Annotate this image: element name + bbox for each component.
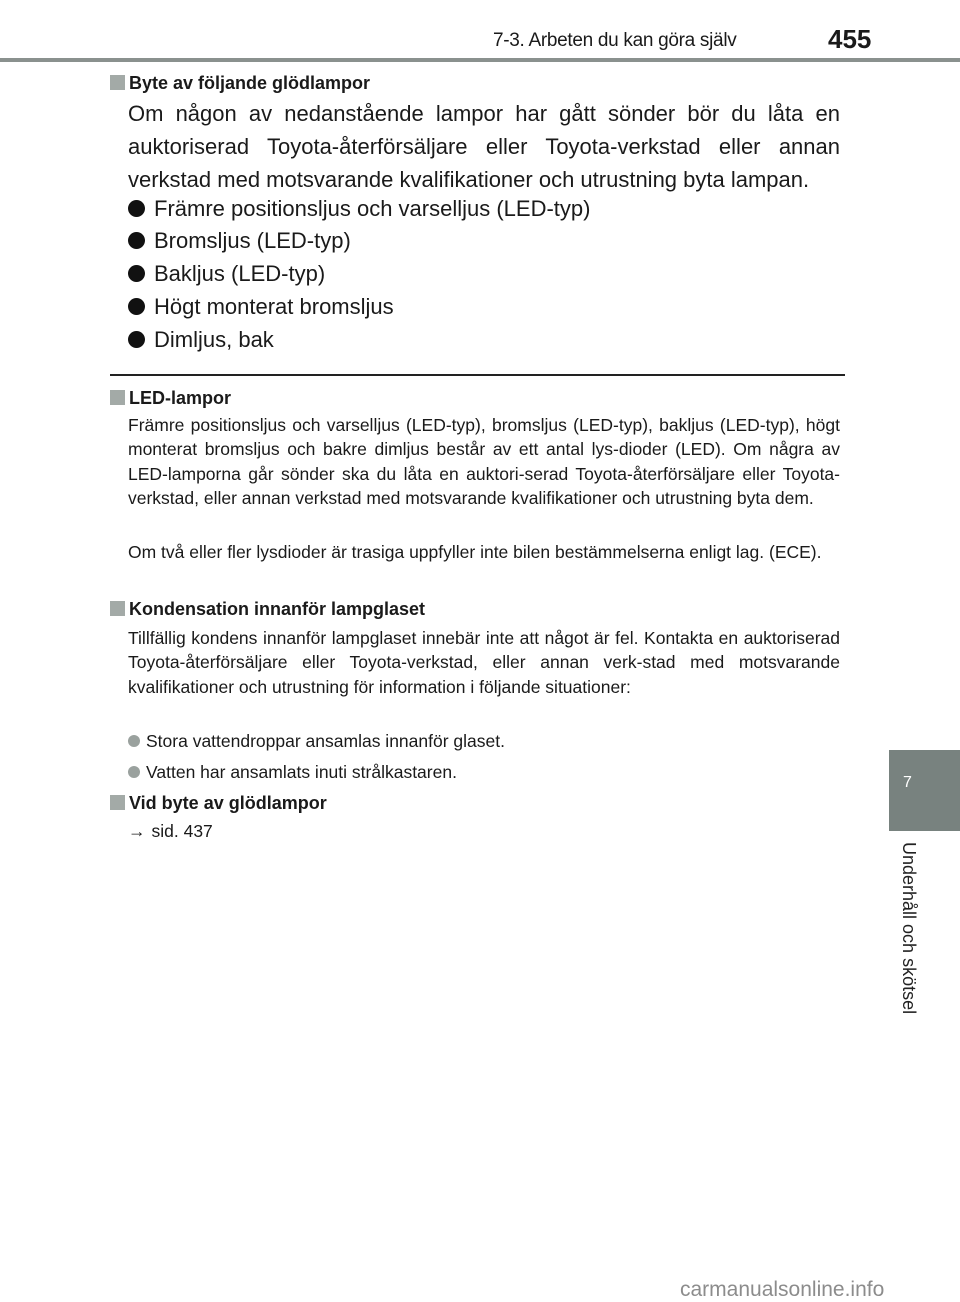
chapter-tab bbox=[889, 750, 960, 831]
list-item bbox=[128, 762, 457, 783]
note-paragraph: Om två eller fler lysdioder är trasiga uppfyller inte bilen bestämmelserna enligt lag. (ECE). bbox=[128, 542, 822, 562]
section-title: 7-3. Arbeten du kan göra själv bbox=[493, 30, 737, 51]
page-reference-text: sid. 437 bbox=[151, 821, 213, 841]
note-heading bbox=[110, 599, 425, 620]
arrow-right-icon: → bbox=[128, 821, 146, 841]
list-item bbox=[128, 224, 351, 257]
heading-text: Vid byte av glödlampor bbox=[129, 793, 327, 813]
list-item-text: Främre positionsljus och varselljus (LED-typ) bbox=[154, 196, 591, 221]
bullet-icon bbox=[128, 232, 145, 249]
note-heading bbox=[110, 388, 231, 409]
list-item-text: Bakljus (LED-typ) bbox=[154, 261, 326, 286]
section-paragraph: Om någon av nedanstående lampor har gått sönder bör du låta en auktoriserad Toyota-återförsäljare eller Toyota-verkstad eller annan verkstad med motsvarande kvalifikationer och utrustning byta lampan. bbox=[128, 101, 840, 192]
list-item-text: Stora vattendroppar ansamlas innanför glaset. bbox=[146, 731, 505, 751]
page-number: 455 bbox=[828, 24, 872, 54]
list-item-text: Bromsljus (LED-typ) bbox=[154, 228, 351, 253]
divider bbox=[110, 374, 845, 376]
bullet-icon bbox=[128, 200, 145, 217]
list-item bbox=[128, 323, 274, 356]
square-bullet-icon bbox=[110, 795, 125, 810]
bullet-icon bbox=[128, 265, 145, 282]
heading-text: Kondensation innanför lampglaset bbox=[129, 599, 426, 619]
list-item-text: Högt monterat bromsljus bbox=[154, 294, 394, 319]
watermark: carmanualsonline.info bbox=[680, 1278, 885, 1301]
heading-text: Byte av följande glödlampor bbox=[129, 73, 371, 93]
list-item-text: Dimljus, bak bbox=[154, 327, 274, 352]
section-heading bbox=[110, 73, 370, 94]
square-bullet-icon bbox=[110, 390, 125, 405]
bullet-icon bbox=[128, 735, 140, 747]
list-item bbox=[128, 731, 505, 752]
square-bullet-icon bbox=[110, 601, 125, 616]
chapter-label: Underhåll och skötsel bbox=[899, 842, 919, 1015]
bullet-icon bbox=[128, 298, 145, 315]
page-reference[interactable] bbox=[128, 821, 213, 842]
chapter-number: 7 bbox=[903, 774, 912, 791]
square-bullet-icon bbox=[110, 75, 125, 90]
note-heading bbox=[110, 793, 327, 814]
note-paragraph: Tillfällig kondens innanför lampglaset innebär inte att något är fel. Kontakta en auktoriserad Toyota-återförsäljare eller Toyota-verkstad, eller annan verk-stad med motsvarande kvalifikationer och utrustning för information i följande situationer: bbox=[128, 628, 840, 697]
heading-text: LED-lampor bbox=[129, 388, 232, 408]
bullet-icon bbox=[128, 766, 140, 778]
note-paragraph: Främre positionsljus och varselljus (LED-typ), bromsljus (LED-typ), bakljus (LED-typ), högt monterat bromsljus och bakre dimljus består av ett antal lys-dioder (LED). Om några av LED-lamporna går sönder ska du låta en auktori-serad Toyota-återförsäljare eller Toyota-verkstad, eller annan verkstad med motsvarande kvalifikationer och utrustning byta dem. bbox=[128, 415, 840, 508]
list-item-text: Vatten har ansamlats inuti strålkastaren. bbox=[146, 762, 457, 782]
list-item bbox=[128, 192, 590, 225]
list-item bbox=[128, 257, 325, 290]
bullet-icon bbox=[128, 331, 145, 348]
header-rule bbox=[0, 58, 960, 62]
list-item bbox=[128, 290, 394, 323]
